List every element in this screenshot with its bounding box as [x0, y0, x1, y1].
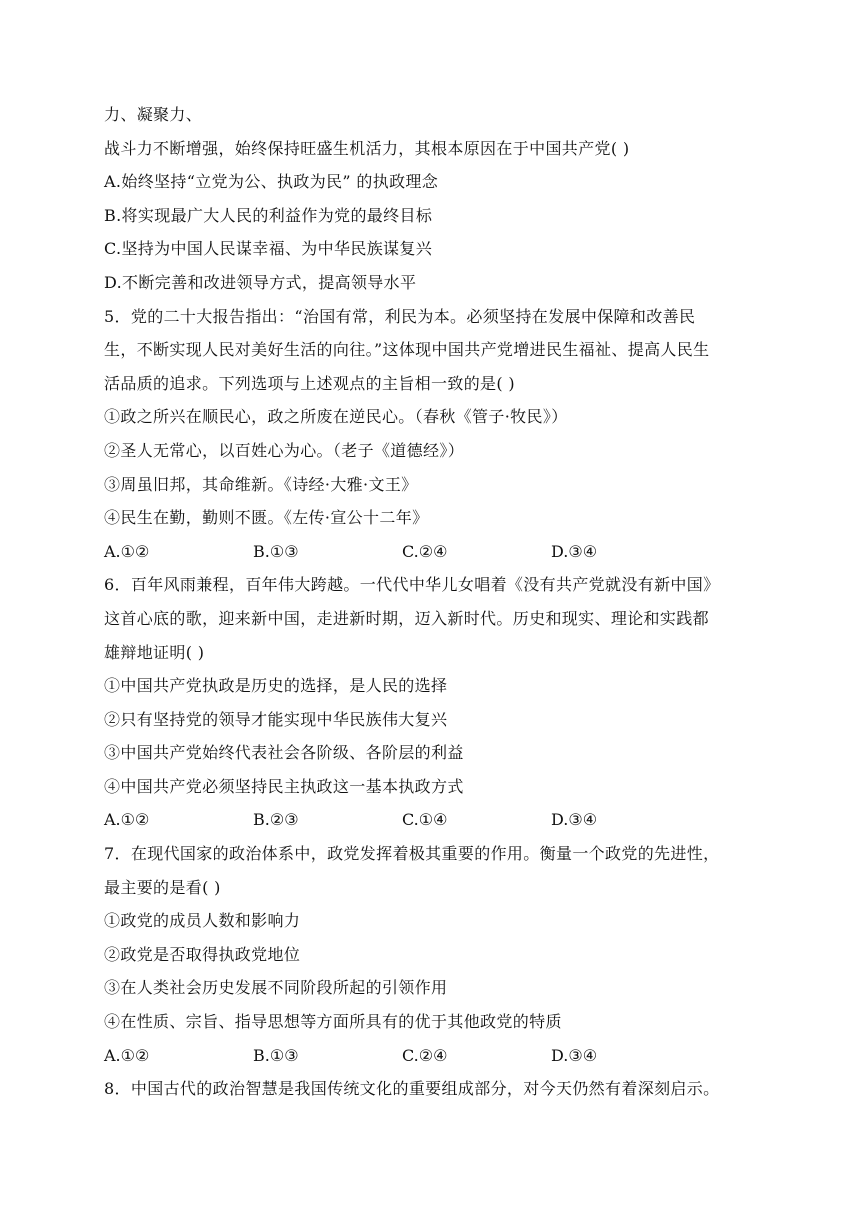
option-c: C.坚持为中国人民谋幸福、为中华民族谋复兴 [104, 239, 433, 259]
question-6-option-c: C.①④ [402, 810, 448, 830]
question-7-option-b: B.①③ [253, 1045, 299, 1065]
question-6-stem-line-2: 这首心底的歌，迎来新中国，走进新时期，迈入新时代。历史和现实、理论和实践都 [104, 608, 709, 628]
question-6-statement-4: ④中国共产党必须坚持民主执政这一基本执政方式 [104, 776, 464, 796]
question-7-statement-1: ①政党的成员人数和影响力 [104, 911, 301, 931]
question-8-stem-line-1: 8．中国古代的政治智慧是我国传统文化的重要组成部分，对今天仍然有着深刻启示。 [104, 1079, 720, 1099]
question-5-stem-line-3: 活品质的追求。下列选项与上述观点的主旨相一致的是( ) [104, 373, 516, 393]
question-5-statement-2: ②圣人无常心，以百姓心为心。（老子《道德经》） [104, 440, 465, 460]
question-6-stem-line-1: 6．百年风雨兼程，百年伟大跨越。一代代中华儿女唱着《没有共产党就没有新中国》 [104, 575, 720, 595]
question-4-stem: 战斗力不断增强，始终保持旺盛生机活力，其根本原因在于中国共产党( ) [104, 138, 630, 158]
question-6-statement-1: ①中国共产党执政是历史的选择，是人民的选择 [104, 676, 448, 696]
question-6-statement-2: ②只有坚持党的领导才能实现中华民族伟大复兴 [104, 709, 448, 729]
question-5-option-d: D.③④ [551, 541, 598, 561]
option-d: D.不断完善和改进领导方式，提高领导水平 [104, 272, 417, 292]
question-6-option-d: D.③④ [551, 810, 598, 830]
question-6-statement-3: ③中国共产党始终代表社会各阶级、各阶层的利益 [104, 743, 464, 763]
question-7-stem-line-1: 7．在现代国家的政治体系中，政党发挥着极其重要的作用。衡量一个政党的先进性， [104, 844, 720, 864]
question-5-stem-line-2: 生，不断实现人民对美好生活的向往。”这体现中国共产党增进民生福祉、提高人民生 [104, 340, 710, 360]
question-5-statement-4: ④民生在勤，勤则不匮。《左传·宣公十二年》 [104, 508, 429, 528]
question-7-statement-4: ④在性质、宗旨、指导思想等方面所具有的优于其他政党的特质 [104, 1012, 562, 1032]
question-5-stem-line-1: 5．党的二十大报告指出：“治国有常，利民为本。必须坚持在发展中保障和改善民 [104, 306, 696, 326]
question-6-option-b: B.②③ [253, 810, 299, 830]
question-6-option-a: A.①② [104, 810, 150, 830]
option-b: B.将实现最广大人民的利益作为党的最终目标 [104, 205, 433, 225]
question-7-option-d: D.③④ [551, 1045, 598, 1065]
question-5-statement-1: ①政之所兴在顺民心，政之所废在逆民心。（春秋《管子·牧民》） [104, 407, 568, 427]
question-5-option-a: A.①② [104, 541, 150, 561]
question-7-statement-2: ②政党是否取得执政党地位 [104, 944, 301, 964]
question-7-statement-3: ③在人类社会历史发展不同阶段所起的引领作用 [104, 978, 448, 998]
question-7-options [104, 1039, 772, 1073]
question-6-stem-line-3: 雄辩地证明( ) [104, 642, 205, 662]
question-5-statement-3: ③周虽旧邦，其命维新。《诗经·大雅·文王》 [104, 474, 418, 494]
question-5-option-b: B.①③ [253, 541, 299, 561]
question-5-options [104, 535, 772, 569]
question-5-option-c: C.②④ [402, 541, 448, 561]
document-page [104, 98, 772, 1106]
question-7-stem-line-2: 最主要的是看( ) [104, 877, 221, 897]
text-line: 力、凝聚力、 [104, 105, 203, 124]
option-a: A.始终坚持“立党为公、执政为民” 的执政理念 [104, 172, 439, 192]
question-6-options [104, 803, 772, 837]
question-7-option-c: C.②④ [402, 1045, 448, 1065]
question-7-option-a: A.①② [104, 1045, 150, 1065]
